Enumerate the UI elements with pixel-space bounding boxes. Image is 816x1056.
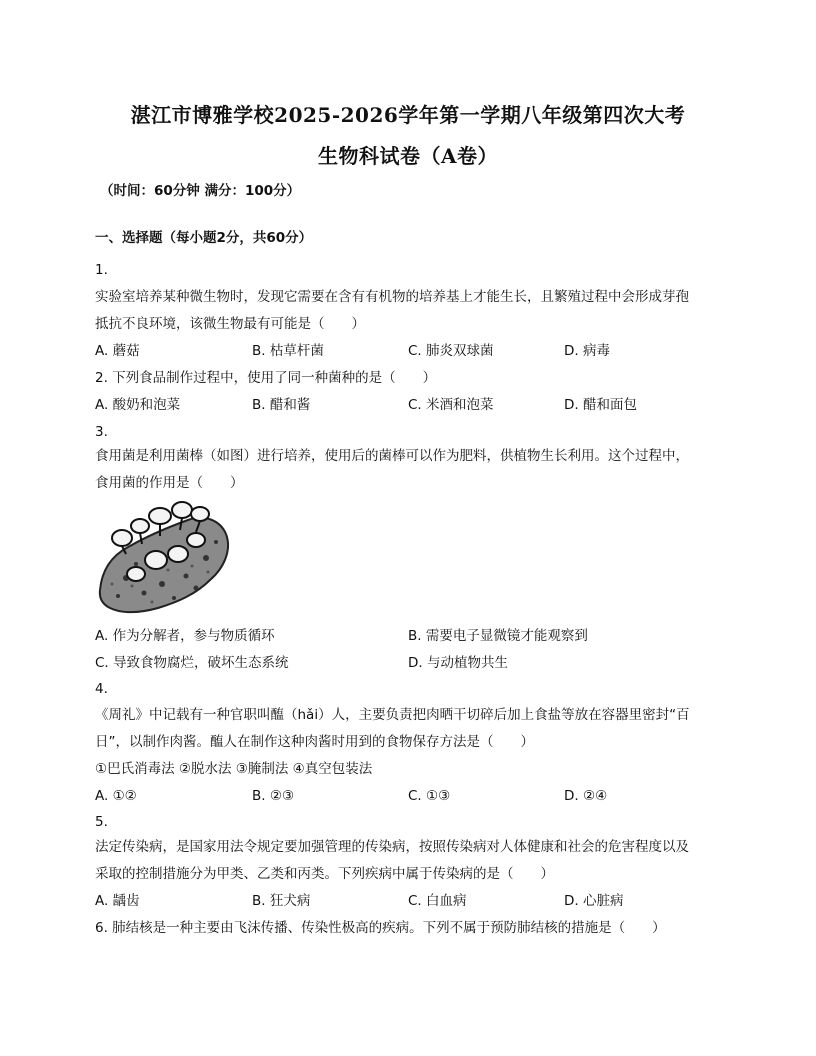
- exam-subtitle: 生物科试卷（A卷）: [317, 144, 499, 168]
- option-b: B. 枯草杆菌: [252, 343, 324, 359]
- option-c: C. 白血病: [408, 893, 467, 909]
- exam-title: 湛江市博雅学校2025-2026学年第一学期八年级第四次大考: [130, 103, 686, 127]
- exam-meta: （时间：60分钟 满分：100分）: [100, 183, 301, 199]
- question-number: 1.: [95, 262, 108, 278]
- question-stem-line: 《周礼》中记载有一种官职叫醢（hǎi）人，主要负责把肉晒干切碎后加上食盐等放在容器里密封“百: [95, 707, 690, 723]
- question-stem-line: 抵抗不良环境，该微生物最有可能是（ ）: [95, 316, 365, 332]
- option-d: D. ②④: [564, 788, 608, 804]
- mushroom-log-image: [96, 498, 236, 618]
- option-c: C. 米酒和泡菜: [408, 397, 494, 413]
- question-stem-line: 食用菌是利用菌棒（如图）进行培养，使用后的菌棒可以作为肥料，供植物生长利用。这个过程中，: [95, 448, 689, 464]
- question-stem-line: 2. 下列食品制作过程中，使用了同一种菌种的是（ ）: [95, 370, 437, 386]
- option-a: A. 作为分解者，参与物质循环: [95, 628, 275, 644]
- question-number: 5.: [95, 814, 108, 830]
- question-number: 3.: [95, 424, 108, 440]
- question-number: 4.: [95, 681, 108, 697]
- option-d: D. 心脏病: [564, 893, 624, 909]
- option-d: D. 醋和面包: [564, 397, 637, 413]
- question-stem-line: 食用菌的作用是（ ）: [95, 475, 244, 491]
- question-stem-line: ①巴氏消毒法 ②脱水法 ③腌制法 ④真空包装法: [95, 761, 373, 777]
- option-a: A. ①②: [95, 788, 137, 804]
- option-a: A. 蘑菇: [95, 343, 140, 359]
- question-stem-line: 采取的控制措施分为甲类、乙类和丙类。下列疾病中属于传染病的是（ ）: [95, 866, 554, 882]
- option-c: C. ①③: [408, 788, 451, 804]
- question-stem-line: 法定传染病，是国家用法令规定要加强管理的传染病，按照传染病对人体健康和社会的危害程度以及: [95, 839, 689, 855]
- section-title: 一、选择题（每小题2分，共60分）: [95, 230, 313, 246]
- option-c: C. 导致食物腐烂，破坏生态系统: [95, 655, 289, 671]
- question-stem-line: 日”，以制作肉酱。醢人在制作这种肉酱时用到的食物保存方法是（ ）: [95, 734, 534, 750]
- option-a: A. 酸奶和泡菜: [95, 397, 181, 413]
- option-b: B. ②③: [252, 788, 295, 804]
- question-stem-line: 实验室培养某种微生物时，发现它需要在含有有机物的培养基上才能生长，且繁殖过程中会形成芽孢: [95, 289, 689, 305]
- option-d: D. 与动植物共生: [408, 655, 508, 671]
- option-b: B. 醋和酱: [252, 397, 311, 413]
- question-stem-line: 6. 肺结核是一种主要由飞沫传播、传染性极高的疾病。下列不属于预防肺结核的措施是（ ）: [95, 920, 666, 936]
- option-b: B. 狂犬病: [252, 893, 311, 909]
- option-a: A. 龋齿: [95, 893, 140, 909]
- option-b: B. 需要电子显微镜才能观察到: [408, 628, 588, 644]
- option-c: C. 肺炎双球菌: [408, 343, 494, 359]
- option-d: D. 病毒: [564, 343, 610, 359]
